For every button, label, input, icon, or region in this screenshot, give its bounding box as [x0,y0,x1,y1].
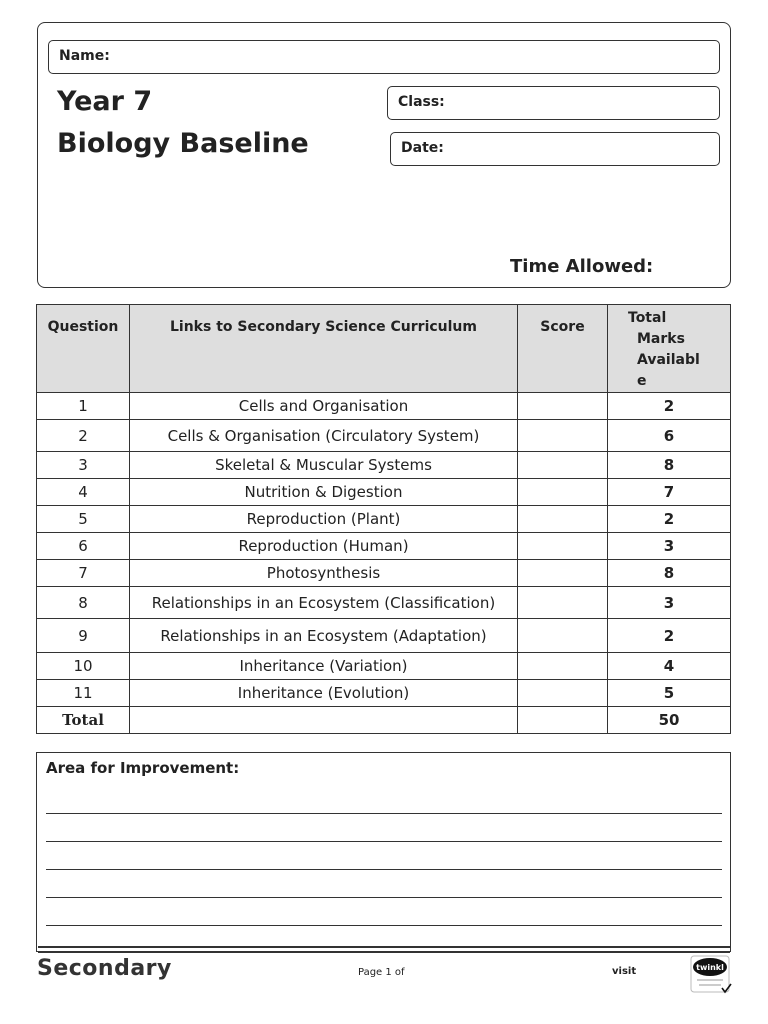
curriculum-topic-cell: Cells and Organisation [130,393,518,420]
name-label: Name: [59,48,110,64]
total-marks-line: Total [628,310,667,326]
curriculum-topic-cell: Inheritance (Variation) [130,653,518,680]
table-row [37,506,731,533]
total-marks-line: Marks [637,331,685,347]
question-number-cell: 3 [37,452,130,479]
total-label: Total [37,707,130,734]
score-cell[interactable] [518,680,608,707]
logo-text: twinkl [696,963,724,972]
column-header-question: Question [37,305,130,393]
total-marks-value: 50 [608,707,731,734]
total-marks-cell: 7 [608,479,731,506]
curriculum-topic-cell: Reproduction (Human) [130,533,518,560]
curriculum-topic-cell: Skeletal & Muscular Systems [130,452,518,479]
writing-line[interactable] [46,841,722,842]
class-label: Class: [398,94,445,110]
date-label: Date: [401,140,444,156]
question-number-cell: 8 [37,587,130,619]
time-allowed-label: Time Allowed: [510,256,654,277]
table-row [37,653,731,680]
total-marks-cell: 8 [608,560,731,587]
score-cell[interactable] [518,533,608,560]
question-number-cell: 2 [37,420,130,452]
year-title: Year 7 [57,86,153,117]
score-cell[interactable] [518,452,608,479]
footer-rule [38,952,730,953]
writing-line[interactable] [46,869,722,870]
score-cell[interactable] [518,506,608,533]
total-marks-line: Availabl [637,352,700,368]
score-cell[interactable] [518,420,608,452]
class-field[interactable] [387,86,720,120]
curriculum-topic-cell: Nutrition & Digestion [130,479,518,506]
total-marks-cell: 2 [608,393,731,420]
column-header-curriculum: Links to Secondary Science Curriculum [130,305,518,393]
total-score-cell[interactable] [518,707,608,734]
column-header-score: Score [518,305,608,393]
question-number-cell: 11 [37,680,130,707]
curriculum-topic-cell: Relationships in an Ecosystem (Adaptation) [130,619,518,653]
writing-line[interactable] [46,897,722,898]
total-marks-line: e [637,373,647,389]
total-marks-cell: 2 [608,506,731,533]
total-marks-cell: 5 [608,680,731,707]
name-field[interactable] [48,40,720,74]
total-marks-cell: 4 [608,653,731,680]
table-row [37,533,731,560]
page-title: Biology Baseline [57,128,309,159]
table-row [37,393,731,420]
question-number-cell: 1 [37,393,130,420]
score-cell[interactable] [518,560,608,587]
writing-line[interactable] [46,813,722,814]
question-number-cell: 7 [37,560,130,587]
improvement-title: Area for Improvement: [46,759,240,777]
table-row [37,452,731,479]
question-number-cell: 6 [37,533,130,560]
footer-rule [38,946,730,948]
table-header-row [37,305,731,393]
page-number: Page 1 of [358,967,405,978]
table-row [37,680,731,707]
total-marks-cell: 8 [608,452,731,479]
table-row [37,479,731,506]
question-number-cell: 10 [37,653,130,680]
total-marks-cell: 3 [608,533,731,560]
footer-brand: Secondary [37,956,172,981]
total-marks-cell: 6 [608,420,731,452]
total-row [37,707,731,734]
score-cell[interactable] [518,393,608,420]
date-field[interactable] [390,132,720,166]
total-marks-cell: 3 [608,587,731,619]
total-topic-cell [130,707,518,734]
table-row [37,420,731,452]
improvement-box [36,752,731,952]
table-row [37,619,731,653]
score-cell[interactable] [518,587,608,619]
curriculum-topic-cell: Cells & Organisation (Circulatory System) [130,420,518,452]
curriculum-topic-cell: Relationships in an Ecosystem (Classification) [130,587,518,619]
curriculum-topic-cell: Inheritance (Evolution) [130,680,518,707]
curriculum-topic-cell: Reproduction (Plant) [130,506,518,533]
question-number-cell: 9 [37,619,130,653]
twinkl-logo-icon [690,955,732,995]
score-table [36,304,731,734]
score-cell[interactable] [518,479,608,506]
writing-line[interactable] [46,925,722,926]
score-cell[interactable] [518,619,608,653]
visit-link[interactable]: visit [612,966,637,977]
score-cell[interactable] [518,653,608,680]
question-number-cell: 4 [37,479,130,506]
column-header-total-marks [608,305,731,393]
question-number-cell: 5 [37,506,130,533]
table-row [37,587,731,619]
table-row [37,560,731,587]
curriculum-topic-cell: Photosynthesis [130,560,518,587]
total-marks-cell: 2 [608,619,731,653]
